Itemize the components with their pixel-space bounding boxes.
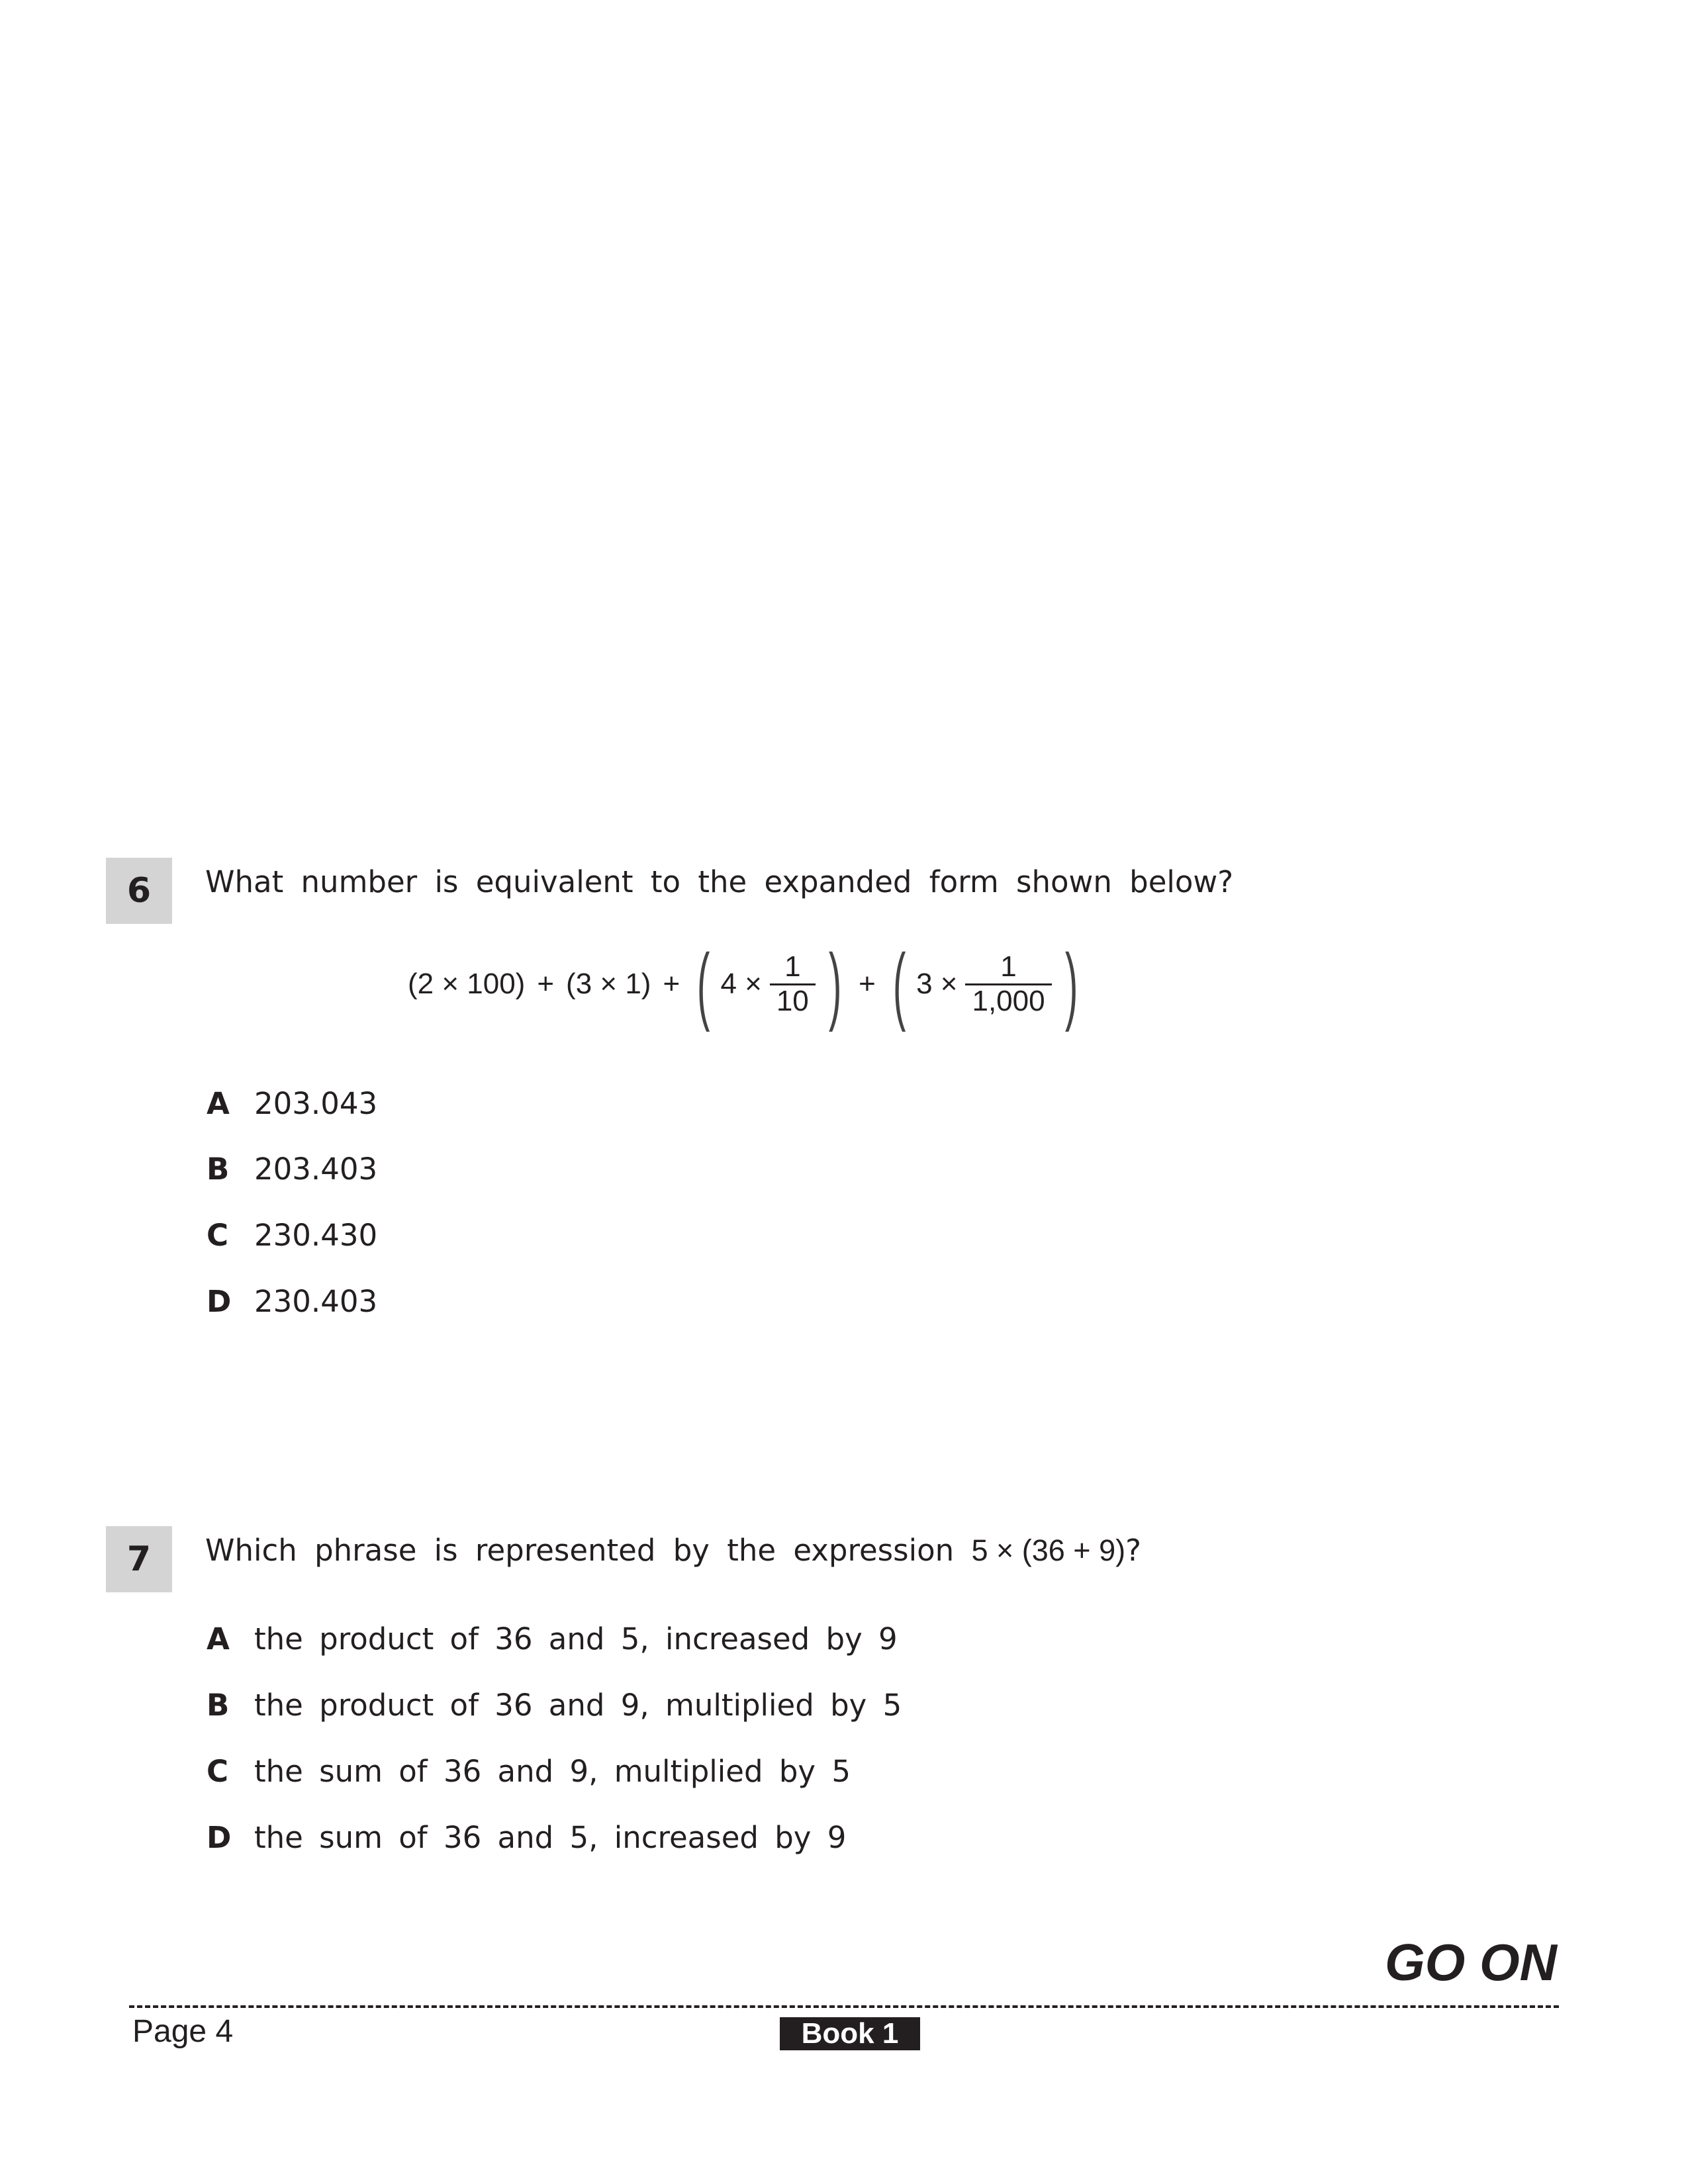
option-letter: D	[207, 1820, 232, 1855]
option-text: 230.403	[254, 1284, 378, 1319]
option-letter: A	[207, 1621, 230, 1657]
fraction-denominator: 1,000	[965, 983, 1051, 1017]
option-text: 230.430	[254, 1218, 378, 1253]
fraction-numerator: 1	[1000, 950, 1017, 983]
go-on-label: GO ON	[1384, 1933, 1557, 1991]
question-6-option-c[interactable]	[207, 1218, 378, 1253]
option-text: the sum of 36 and 5, increased by 9	[254, 1820, 847, 1855]
expr-term-3-lead: 4 ×	[720, 968, 762, 1000]
expr-term-2: (3 × 1)	[566, 968, 651, 1000]
option-text: the sum of 36 and 9, multiplied by 5	[254, 1754, 851, 1789]
option-text: 203.043	[254, 1086, 378, 1121]
question-7-option-a[interactable]	[207, 1621, 898, 1657]
page-number: Page 4	[132, 2014, 234, 2049]
question-7-expression: 5 × (36 + 9)	[971, 1533, 1126, 1567]
option-letter: C	[207, 1754, 229, 1789]
expr-term-4-lead: 3 ×	[916, 968, 958, 1000]
option-letter: B	[207, 1688, 230, 1723]
left-paren: (	[697, 936, 710, 1032]
expr-plus-2: +	[663, 968, 680, 1000]
question-7-option-c[interactable]	[207, 1754, 851, 1789]
option-text: 203.403	[254, 1152, 378, 1187]
question-6-option-a[interactable]	[207, 1086, 378, 1121]
option-text: the product of 36 and 9, multiplied by 5	[254, 1688, 902, 1723]
question-6-option-b[interactable]	[207, 1152, 378, 1187]
question-7-option-b[interactable]	[207, 1688, 902, 1723]
option-text: the product of 36 and 5, increased by 9	[254, 1621, 898, 1657]
expr-plus-1: +	[537, 968, 555, 1000]
question-6-number: 6	[106, 858, 172, 924]
expr-term-1: (2 × 100)	[408, 968, 526, 1000]
expr-plus-3: +	[859, 968, 876, 1000]
fraction-denominator: 10	[770, 983, 816, 1017]
question-6-prompt: What number is equivalent to the expanded form shown below?	[205, 864, 1234, 899]
right-paren: )	[1064, 936, 1078, 1032]
expanded-form-expression	[405, 934, 1086, 1034]
option-letter: D	[207, 1284, 232, 1319]
fraction-one-tenth	[770, 951, 816, 1017]
question-7-prompt-text: Which phrase is represented by the expression	[205, 1533, 955, 1568]
fraction-numerator: 1	[784, 950, 801, 983]
question-7-option-d[interactable]	[207, 1820, 847, 1855]
fraction-one-thousandth	[965, 951, 1051, 1017]
option-letter: A	[207, 1086, 230, 1121]
book-badge: Book 1	[780, 2017, 920, 2050]
left-paren: (	[892, 936, 906, 1032]
question-7-question-mark: ?	[1125, 1533, 1141, 1568]
option-letter: B	[207, 1152, 230, 1187]
footer-divider	[129, 2005, 1559, 2008]
right-paren: )	[828, 936, 842, 1032]
question-6-option-d[interactable]	[207, 1284, 378, 1319]
question-7-prompt	[205, 1533, 1141, 1568]
question-7-number: 7	[106, 1526, 172, 1592]
option-letter: C	[207, 1218, 229, 1253]
